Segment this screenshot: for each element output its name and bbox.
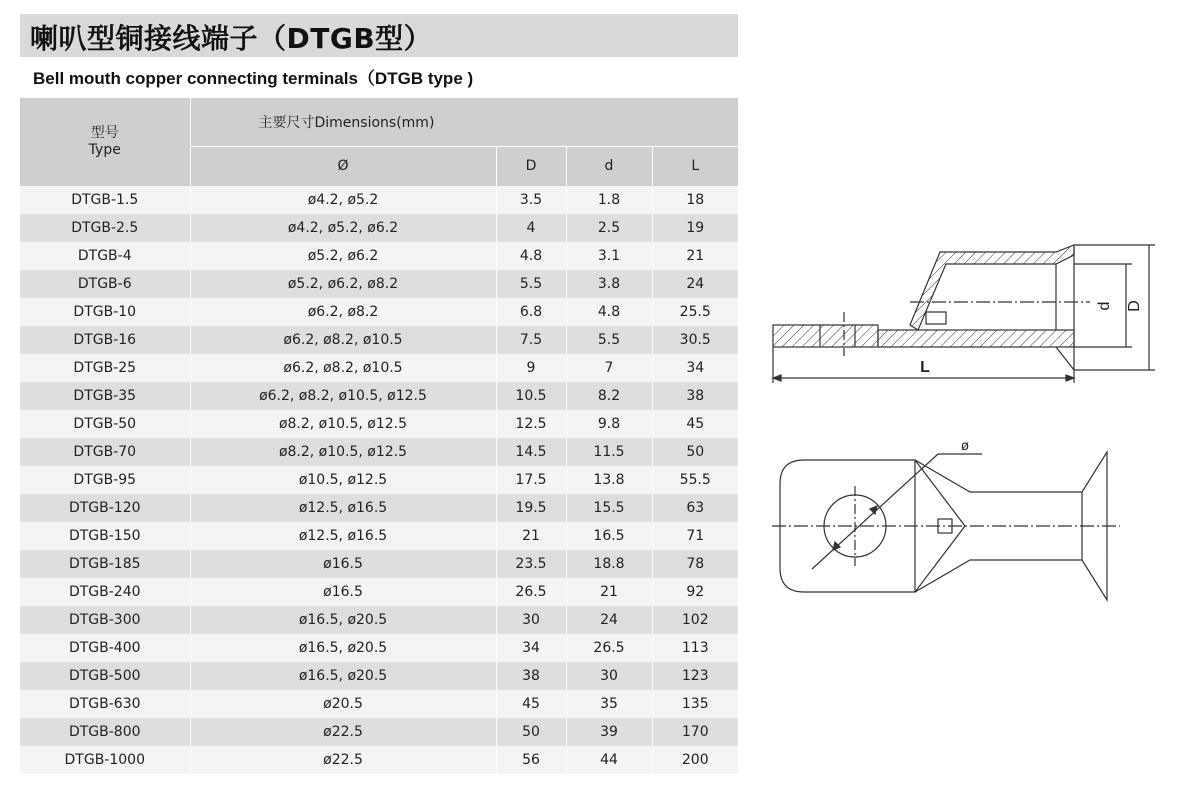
cell-l: 19	[652, 214, 738, 242]
label-phi: ø	[961, 439, 969, 454]
cell-small-d: 35	[566, 690, 652, 718]
table-row	[20, 270, 738, 298]
side-view-flare	[1056, 347, 1074, 370]
top-view-crimp-line	[915, 526, 965, 592]
cell-type: DTGB-400	[20, 634, 190, 662]
cell-small-d: 4.8	[566, 298, 652, 326]
cell-big-d: 21	[496, 522, 566, 550]
side-view-barrel-bottom	[878, 330, 1074, 347]
cell-type: DTGB-35	[20, 382, 190, 410]
terminal-drawing	[760, 230, 1170, 610]
cell-type: DTGB-4	[20, 242, 190, 270]
cell-big-d: 10.5	[496, 382, 566, 410]
table-row	[20, 186, 738, 214]
side-view-inspection-window	[926, 312, 946, 324]
type-header-en: Type	[88, 142, 121, 158]
cell-l: 200	[652, 746, 738, 774]
label-d: d	[1096, 301, 1113, 311]
dim-L-arrow	[1066, 375, 1074, 381]
cell-l: 50	[652, 438, 738, 466]
col-header-phi: Ø	[190, 146, 496, 186]
cell-big-d: 14.5	[496, 438, 566, 466]
cell-phi: ø8.2, ø10.5, ø12.5	[190, 410, 496, 438]
dim-phi-arrow	[833, 542, 840, 550]
cell-type: DTGB-630	[20, 690, 190, 718]
dim-L-arrow	[773, 375, 781, 381]
cell-l: 45	[652, 410, 738, 438]
table-row	[20, 298, 738, 326]
cell-l: 55.5	[652, 466, 738, 494]
cell-l: 38	[652, 382, 738, 410]
cell-small-d: 44	[566, 746, 652, 774]
cell-small-d: 13.8	[566, 466, 652, 494]
dim-phi-arrow	[870, 506, 877, 514]
cell-l: 123	[652, 662, 738, 690]
cell-phi: ø5.2, ø6.2	[190, 242, 496, 270]
table-row	[20, 326, 738, 354]
cell-big-d: 38	[496, 662, 566, 690]
col-header-D: D	[496, 146, 566, 186]
cell-l: 170	[652, 718, 738, 746]
cell-big-d: 56	[496, 746, 566, 774]
cell-l: 92	[652, 578, 738, 606]
cell-big-d: 12.5	[496, 410, 566, 438]
cell-small-d: 26.5	[566, 634, 652, 662]
type-header-cn: 型号	[90, 125, 119, 141]
label-D: D	[1126, 300, 1143, 312]
type-header	[20, 98, 190, 186]
cell-big-d: 5.5	[496, 270, 566, 298]
page-subtitle: Bell mouth copper connecting terminals（DTGB type )	[33, 69, 474, 88]
cell-phi: ø4.2, ø5.2, ø6.2	[190, 214, 496, 242]
cell-type: DTGB-25	[20, 354, 190, 382]
cell-l: 102	[652, 606, 738, 634]
table-row	[20, 662, 738, 690]
side-view-tongue	[773, 325, 878, 347]
cell-type: DTGB-70	[20, 438, 190, 466]
cell-big-d: 23.5	[496, 550, 566, 578]
cell-small-d: 1.8	[566, 186, 652, 214]
table-row	[20, 522, 738, 550]
cell-phi: ø16.5, ø20.5	[190, 606, 496, 634]
cell-phi: ø4.2, ø5.2	[190, 186, 496, 214]
table-row	[20, 718, 738, 746]
cell-phi: ø16.5, ø20.5	[190, 634, 496, 662]
cell-type: DTGB-800	[20, 718, 190, 746]
table-row	[20, 634, 738, 662]
cell-l: 71	[652, 522, 738, 550]
table-row	[20, 438, 738, 466]
cell-small-d: 21	[566, 578, 652, 606]
cell-big-d: 4.8	[496, 242, 566, 270]
cell-small-d: 3.8	[566, 270, 652, 298]
table-row	[20, 494, 738, 522]
cell-l: 63	[652, 494, 738, 522]
cell-phi: ø16.5	[190, 550, 496, 578]
table-row	[20, 466, 738, 494]
cell-small-d: 15.5	[566, 494, 652, 522]
cell-type: DTGB-150	[20, 522, 190, 550]
cell-l: 78	[652, 550, 738, 578]
cell-small-d: 5.5	[566, 326, 652, 354]
table-row	[20, 354, 738, 382]
dimensions-header: 主要尺寸Dimensions(mm)	[190, 98, 738, 146]
cell-phi: ø16.5	[190, 578, 496, 606]
dimensions-table	[20, 98, 738, 774]
cell-big-d: 9	[496, 354, 566, 382]
table-row	[20, 382, 738, 410]
cell-l: 21	[652, 242, 738, 270]
cell-small-d: 39	[566, 718, 652, 746]
cell-phi: ø8.2, ø10.5, ø12.5	[190, 438, 496, 466]
cell-type: DTGB-16	[20, 326, 190, 354]
col-header-d: d	[566, 146, 652, 186]
table-row	[20, 690, 738, 718]
cell-big-d: 19.5	[496, 494, 566, 522]
cell-big-d: 6.8	[496, 298, 566, 326]
cell-small-d: 11.5	[566, 438, 652, 466]
cell-big-d: 26.5	[496, 578, 566, 606]
cell-l: 30.5	[652, 326, 738, 354]
page-title: 喇叭型铜接线端子（DTGB型）	[30, 22, 433, 55]
top-view	[772, 439, 1120, 600]
cell-phi: ø6.2, ø8.2	[190, 298, 496, 326]
cell-type: DTGB-10	[20, 298, 190, 326]
cell-type: DTGB-50	[20, 410, 190, 438]
cell-l: 18	[652, 186, 738, 214]
cell-type: DTGB-95	[20, 466, 190, 494]
cell-phi: ø6.2, ø8.2, ø10.5, ø12.5	[190, 382, 496, 410]
top-view-crimp-line	[915, 460, 965, 526]
cell-l: 24	[652, 270, 738, 298]
table-row	[20, 578, 738, 606]
cell-phi: ø16.5, ø20.5	[190, 662, 496, 690]
cell-big-d: 30	[496, 606, 566, 634]
cell-l: 25.5	[652, 298, 738, 326]
cell-type: DTGB-2.5	[20, 214, 190, 242]
cell-phi: ø12.5, ø16.5	[190, 494, 496, 522]
cell-phi: ø20.5	[190, 690, 496, 718]
table-row	[20, 410, 738, 438]
cell-big-d: 34	[496, 634, 566, 662]
cell-big-d: 4	[496, 214, 566, 242]
cell-phi: ø22.5	[190, 718, 496, 746]
cell-small-d: 2.5	[566, 214, 652, 242]
cell-big-d: 17.5	[496, 466, 566, 494]
cell-type: DTGB-500	[20, 662, 190, 690]
cell-phi: ø12.5, ø16.5	[190, 522, 496, 550]
cell-big-d: 50	[496, 718, 566, 746]
cell-l: 34	[652, 354, 738, 382]
cell-small-d: 16.5	[566, 522, 652, 550]
label-L: L	[920, 359, 930, 376]
cell-small-d: 3.1	[566, 242, 652, 270]
table-row	[20, 606, 738, 634]
table-row	[20, 214, 738, 242]
cell-phi: ø6.2, ø8.2, ø10.5	[190, 326, 496, 354]
cell-small-d: 24	[566, 606, 652, 634]
cell-phi: ø10.5, ø12.5	[190, 466, 496, 494]
side-view	[773, 245, 1155, 383]
cell-type: DTGB-6	[20, 270, 190, 298]
cell-type: DTGB-1.5	[20, 186, 190, 214]
cell-big-d: 7.5	[496, 326, 566, 354]
cell-small-d: 30	[566, 662, 652, 690]
col-header-L: L	[652, 146, 738, 186]
cell-l: 113	[652, 634, 738, 662]
cell-type: DTGB-185	[20, 550, 190, 578]
cell-big-d: 3.5	[496, 186, 566, 214]
cell-small-d: 8.2	[566, 382, 652, 410]
terminal-drawing-svg	[760, 230, 1170, 610]
cell-phi: ø5.2, ø6.2, ø8.2	[190, 270, 496, 298]
cell-small-d: 7	[566, 354, 652, 382]
cell-type: DTGB-120	[20, 494, 190, 522]
table-row	[20, 746, 738, 774]
table-row	[20, 242, 738, 270]
cell-type: DTGB-240	[20, 578, 190, 606]
cell-phi: ø6.2, ø8.2, ø10.5	[190, 354, 496, 382]
cell-type: DTGB-1000	[20, 746, 190, 774]
table-row	[20, 550, 738, 578]
cell-small-d: 18.8	[566, 550, 652, 578]
cell-small-d: 9.8	[566, 410, 652, 438]
cell-l: 135	[652, 690, 738, 718]
cell-big-d: 45	[496, 690, 566, 718]
cell-phi: ø22.5	[190, 746, 496, 774]
cell-type: DTGB-300	[20, 606, 190, 634]
